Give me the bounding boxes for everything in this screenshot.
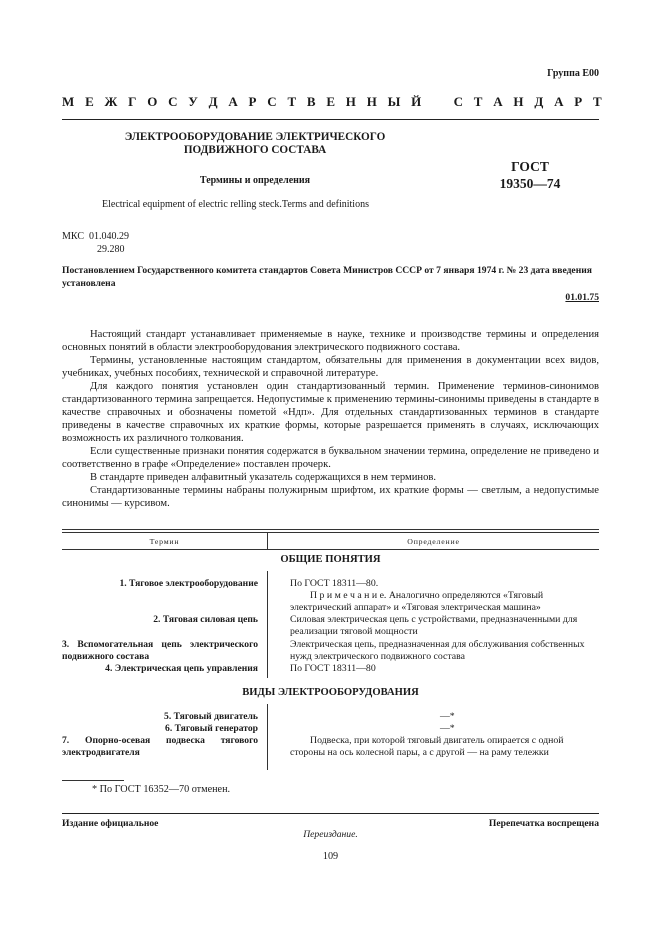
term: 3. Вспомогательная цепь электрического подвижного состава xyxy=(62,639,258,662)
mks-codes xyxy=(62,230,129,256)
series-letter: Р xyxy=(574,94,583,109)
term: 2. Тяговая силовая цепь xyxy=(153,614,258,625)
section-heading: ВИДЫ ЭЛЕКТРООБОРУДОВАНИЯ xyxy=(242,687,419,698)
series-letter: Д xyxy=(534,94,544,109)
paragraph: Стандартизованные термины набраны полужирным шрифтом, их краткие формы — светлым, а недопустимые синонимы — курсивом. xyxy=(62,485,599,509)
paragraph: В стандарте приведен алфавитный указатель содержащихся в нем терминов. xyxy=(90,472,437,483)
series-letter: Ж xyxy=(104,94,118,109)
term: 4. Электрическая цепь управления xyxy=(105,663,258,674)
definition-text: По ГОСТ 18311—80. xyxy=(290,578,379,589)
term: 5. Тяговый двигатель xyxy=(164,711,258,722)
definition xyxy=(290,578,599,614)
series-letter: А xyxy=(228,94,238,109)
reprint-prohibited-label: Перепечатка воспрещена xyxy=(488,818,599,829)
term: 6. Тяговый генератор xyxy=(165,723,258,734)
standard-series-heading xyxy=(62,94,602,110)
series-letter: М xyxy=(62,94,75,109)
document-title xyxy=(100,131,410,157)
series-letter: Т xyxy=(592,94,602,109)
series-letter: В xyxy=(306,94,316,109)
section-heading: ОБЩИЕ ПОНЯТИЯ xyxy=(280,554,381,565)
column-divider xyxy=(267,532,268,549)
footnote-rule xyxy=(62,780,124,781)
intro-body xyxy=(62,328,599,510)
paragraph: Для каждого понятия установлен один стандартизованный термин. Применение терминов-синонимов стандартизованного термина запрещается. Недопустимые к применению термины-синонимы приведены в стандарте в качестве справочных и обозначены пометой «Ндп». Для отдельных стандартизованных терминов в стандарте приведены в качестве справочных их краткие формы, которые разрешается применять в случаях, исключающих возможность их различного толкования. xyxy=(62,381,599,444)
series-letter: Г xyxy=(128,94,137,109)
column-divider xyxy=(267,571,268,678)
term: 7. Опорно-осевая подвеска тягового электродвигателя xyxy=(62,735,258,758)
definition-note: П р и м е ч а н и е. Аналогично определяются «Тяговый электрический аппарат» и «Тяговая электрическая машина» xyxy=(290,590,544,613)
header-rule xyxy=(62,119,599,120)
table-top-rule xyxy=(62,532,599,533)
group-code: Группа Е00 xyxy=(547,68,599,79)
definition: Подвеска, при которой тяговый двигатель опирается с одной стороны на ось колесной пары, а с другой — на раму тележки xyxy=(290,735,564,758)
series-letter: Ы xyxy=(387,94,401,109)
series-letter: Н xyxy=(513,94,524,109)
series-letter: С xyxy=(267,94,277,109)
definition: —* xyxy=(440,723,455,734)
definition: —* xyxy=(440,711,455,722)
series-letter: А xyxy=(554,94,564,109)
series-letter: Н xyxy=(366,94,377,109)
column-divider xyxy=(267,704,268,770)
definition: По ГОСТ 18311—80 xyxy=(290,663,376,674)
series-letter: А xyxy=(493,94,503,109)
gost-designation xyxy=(470,158,590,192)
english-title: Electrical equipment of electric relling steck.Terms and definitions xyxy=(102,199,369,210)
series-letter: Е xyxy=(85,94,94,109)
table-header-rule xyxy=(62,549,599,550)
series-letter: Т xyxy=(287,94,297,109)
footer-rule xyxy=(62,813,599,814)
series-letter: Д xyxy=(208,94,218,109)
series-letter: О xyxy=(147,94,158,109)
official-edition-label: Издание официальное xyxy=(62,818,159,829)
paragraph: Термины, установленные настоящим стандартом, обязательны для применения в документации всех видов, учебниках, учебных пособиях, технической и справочной литературе. xyxy=(62,355,599,379)
term: 1. Тяговое электрооборудование xyxy=(119,578,258,589)
title-line: ЭЛЕКТРООБОРУДОВАНИЕ ЭЛЕКТРИЧЕСКОГО xyxy=(124,131,386,143)
table-top-rule xyxy=(62,529,599,530)
mks-code: 01.040.29 xyxy=(88,231,129,242)
series-letter: С xyxy=(453,94,464,109)
decree-text: Постановлением Государственного комитета стандартов Совета Министров СССР от 7 января 1974 г. № 23 дата введения установлена xyxy=(62,265,592,289)
definition: Силовая электрическая цепь с устройствами, предназначенными для реализации тяговой мощности xyxy=(290,614,578,637)
footnote: * По ГОСТ 16352—70 отменен. xyxy=(92,784,231,795)
reissue-label: Переиздание. xyxy=(303,829,358,840)
column-header-term: Термин xyxy=(149,537,180,546)
intro-date: 01.01.75 xyxy=(565,292,599,303)
series-letter: С xyxy=(168,94,178,109)
paragraph: Настоящий стандарт устанавливает применяемые в науке, технике и производстве термины и определения основных понятий в области электрооборудования электрического подвижного состава. xyxy=(62,329,599,353)
definition: Электрическая цепь, предназначенная для обслуживания собственных нужд электрического подвижного состава xyxy=(290,639,585,662)
series-letter: Й xyxy=(411,94,422,109)
gost-label: ГОСТ xyxy=(511,159,549,174)
page-number: 109 xyxy=(322,851,339,862)
series-letter: Е xyxy=(326,94,336,109)
column-header-definition: Определение xyxy=(407,537,460,546)
gost-number: 19350—74 xyxy=(499,176,561,191)
series-letter: Н xyxy=(345,94,356,109)
paragraph: Если существенные признаки понятия содержатся в буквальном значении термина, определение не приведено и соответственно в графе «Определение» поставлен прочерк. xyxy=(62,446,599,470)
series-letter: Т xyxy=(473,94,483,109)
title-line: ПОДВИЖНОГО СОСТАВА xyxy=(183,144,327,156)
series-letter: У xyxy=(188,94,198,109)
mks-code: 29.280 xyxy=(97,244,125,255)
document-subtitle: Термины и определения xyxy=(199,175,311,186)
series-letter: Р xyxy=(248,94,257,109)
mks-label: МКС xyxy=(62,231,84,242)
